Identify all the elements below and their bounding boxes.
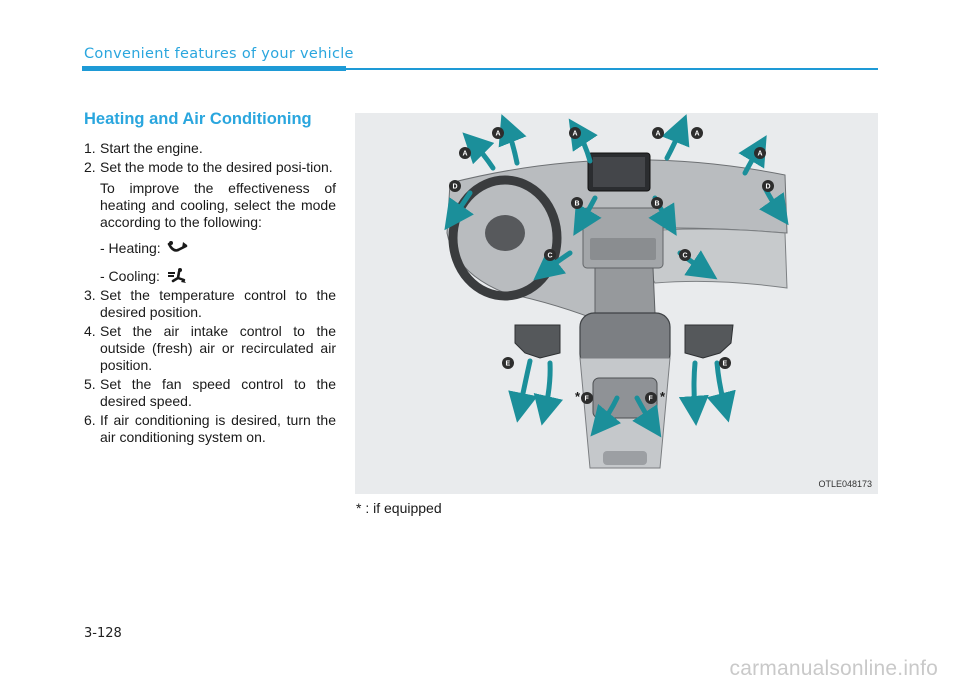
- svg-text:F: F: [584, 395, 589, 403]
- svg-text:C: C: [547, 252, 553, 260]
- svg-text:A: A: [757, 150, 763, 158]
- svg-text:B: B: [654, 200, 660, 208]
- step-text: If air conditioning is desired, turn the air conditioning system on.: [100, 412, 336, 445]
- section-heading: Heating and Air Conditioning: [84, 110, 312, 128]
- svg-text:D: D: [452, 183, 458, 191]
- watermark: carmanualsonline.info: [729, 657, 938, 680]
- step-number: 3.: [84, 287, 96, 303]
- step-number: 2.: [84, 159, 96, 175]
- step-number: 5.: [84, 376, 96, 392]
- svg-text:F: F: [648, 395, 653, 403]
- step-6: [84, 412, 336, 446]
- svg-text:A: A: [655, 130, 661, 138]
- vent-layout-illustration: [355, 113, 878, 494]
- step-text: Start the engine.: [100, 140, 203, 156]
- step-1: [84, 140, 336, 157]
- svg-text:A: A: [572, 130, 578, 138]
- step-5: [84, 376, 336, 410]
- step-text: Set the temperature control to the desired position.: [100, 287, 336, 320]
- heating-mode-line: [84, 237, 336, 259]
- page-number: 3-128: [84, 626, 122, 641]
- svg-text:D: D: [765, 183, 771, 191]
- step-number: 6.: [84, 412, 96, 428]
- svg-text:E: E: [505, 360, 511, 368]
- figure-code: OTLE048173: [818, 479, 872, 489]
- header-rule: [82, 66, 346, 71]
- header-rule-thin: [346, 68, 878, 70]
- step-text: Set the air intake control to the outside (fresh) air or recirculated air position.: [100, 323, 336, 373]
- step-number: 4.: [84, 323, 96, 339]
- asterisk-right: *: [660, 389, 666, 404]
- footnote: * : if equipped: [356, 500, 442, 516]
- svg-text:E: E: [722, 360, 728, 368]
- cooling-mode-line: [84, 265, 336, 287]
- cooling-label: - Cooling:: [100, 267, 160, 284]
- step-4: [84, 323, 336, 374]
- heating-label: - Heating:: [100, 239, 161, 256]
- asterisk-left: *: [575, 389, 581, 404]
- face-floor-mode-icon: [166, 267, 188, 285]
- svg-text:A: A: [694, 130, 700, 138]
- step-3: [84, 287, 336, 321]
- step-text: Set the fan speed control to the desired speed.: [100, 376, 336, 409]
- step-number: 1.: [84, 140, 96, 156]
- svg-text:A: A: [495, 130, 501, 138]
- steps-list: [84, 140, 336, 448]
- dashboard-drawing: [355, 113, 878, 494]
- svg-text:A: A: [462, 150, 468, 158]
- step-text: Set the mode to the desired posi-tion.: [100, 159, 333, 175]
- svg-text:C: C: [682, 252, 688, 260]
- header-title: Convenient features of your vehicle: [84, 46, 354, 62]
- step-2-note: To improve the effectiveness of heating and cooling, select the mode according to the following:: [100, 180, 336, 230]
- svg-text:B: B: [574, 200, 580, 208]
- step-2: [84, 159, 336, 176]
- floor-mode-icon: [167, 240, 189, 256]
